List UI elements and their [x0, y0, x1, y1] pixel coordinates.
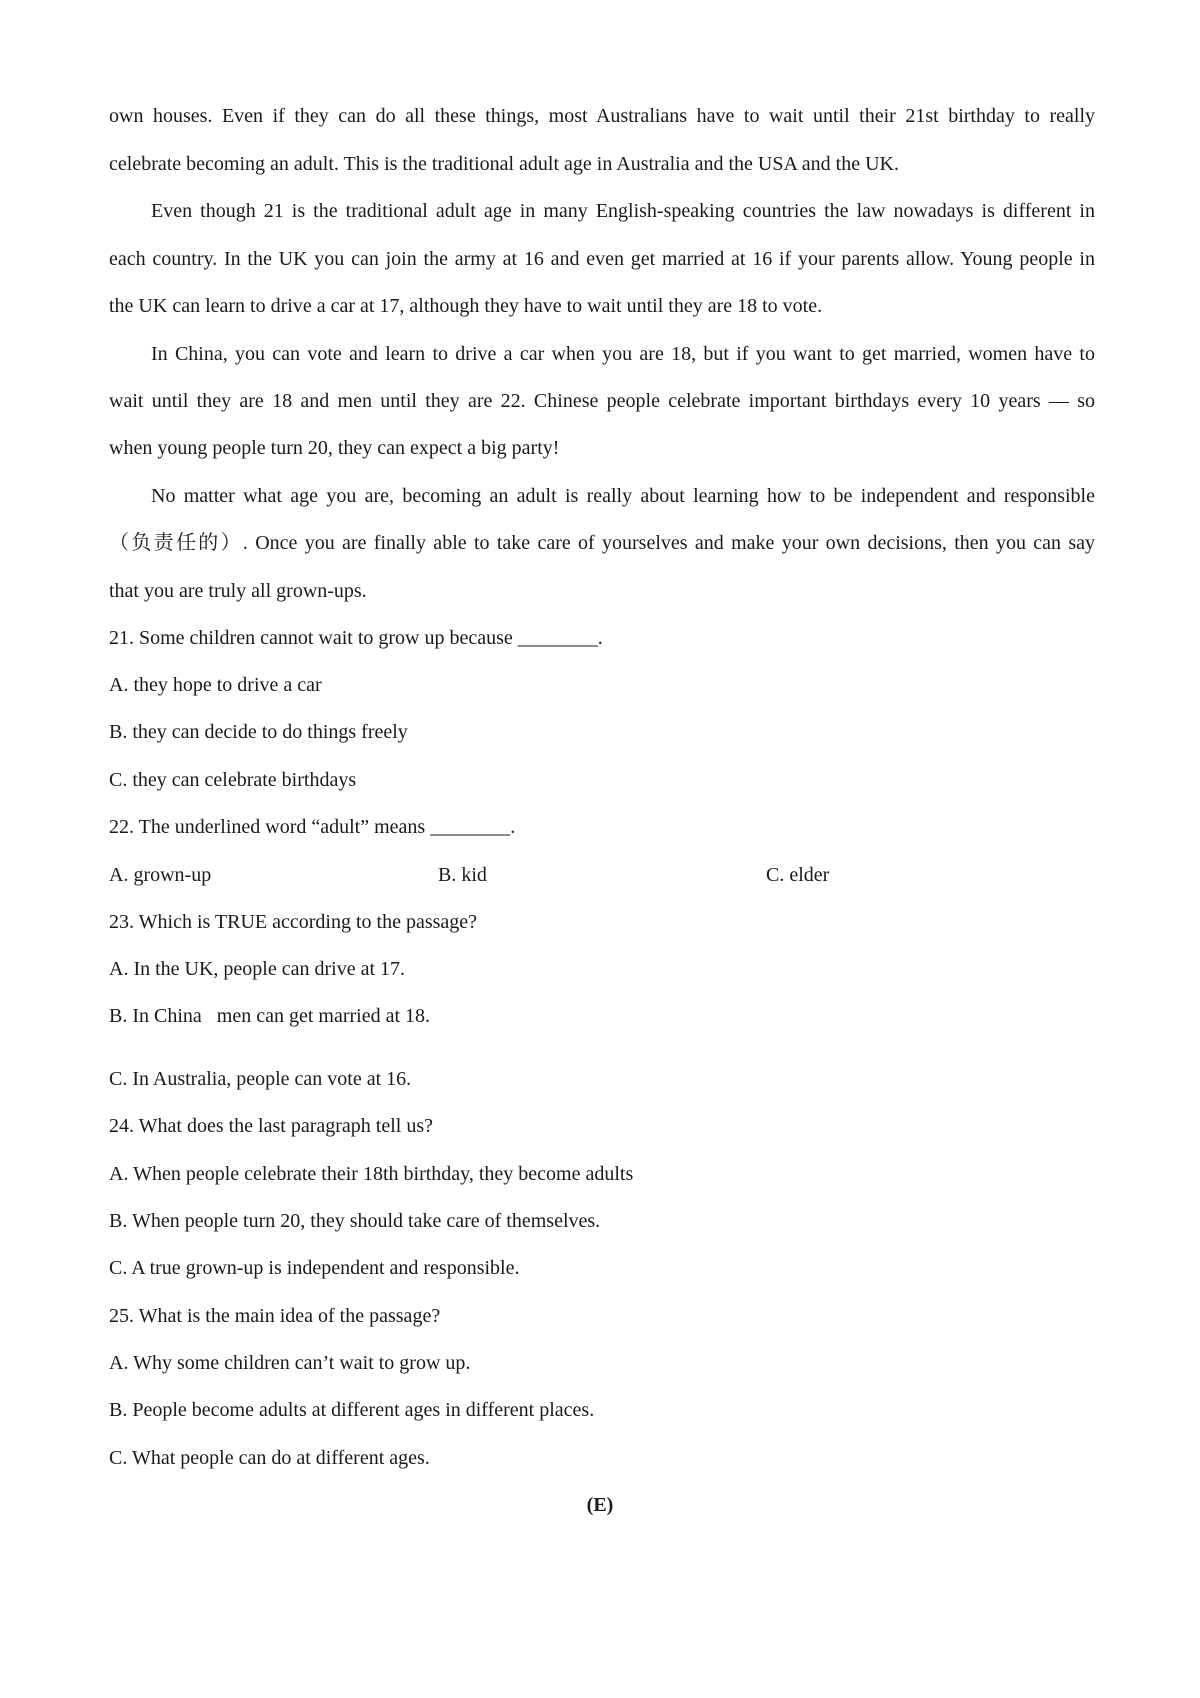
question-22-option-c: C. elder [766, 864, 830, 886]
question-23-stem: 23. Which is TRUE according to the passage? [109, 911, 478, 933]
question-25-option-b: B. People become adults at different ages in different places. [109, 1399, 595, 1421]
question-25-option-a: A. Why some children can’t wait to grow up. [109, 1352, 471, 1374]
passage-p2-line-3: the UK can learn to drive a car at 17, although they have to wait until they are 18 to vote. [109, 295, 823, 317]
question-21-option-b: B. they can decide to do things freely [109, 721, 408, 743]
passage-p4-line-3: that you are truly all grown-ups. [109, 580, 367, 602]
question-22-option-a: A. grown-up [109, 864, 212, 886]
passage-p1-line-2: celebrate becoming an adult. This is the traditional adult age in Australia and the USA and the UK. [109, 153, 899, 175]
passage-p3-line-2: wait until they are 18 and men until they are 22. Chinese people celebrate important birthdays every 10 years — so [109, 390, 1095, 412]
question-25-option-c: C. What people can do at different ages. [109, 1447, 430, 1469]
section-heading-e: (E) [586, 1494, 614, 1516]
passage-p2-line-2: each country. In the UK you can join the army at 16 and even get married at 16 if your parents allow. Young people in [109, 248, 1095, 270]
question-24-option-c: C. A true grown-up is independent and responsible. [109, 1257, 520, 1279]
question-24-stem: 24. What does the last paragraph tell us? [109, 1115, 433, 1137]
question-23-option-b: B. In China men can get married at 18. [109, 1005, 431, 1027]
question-21-stem: 21. Some children cannot wait to grow up because ________. [109, 627, 603, 649]
question-24-option-a: A. When people celebrate their 18th birthday, they become adults [109, 1163, 634, 1185]
passage-p3-line-1: In China, you can vote and learn to drive a car when you are 18, but if you want to get married, women have to [151, 343, 1095, 365]
passage-p3-line-3: when young people turn 20, they can expect a big party! [109, 437, 560, 459]
question-24-option-b: B. When people turn 20, they should take care of themselves. [109, 1210, 601, 1232]
question-25-stem: 25. What is the main idea of the passage? [109, 1305, 441, 1327]
passage-p4-line-1: No matter what age you are, becoming an adult is really about learning how to be independent and responsible [151, 485, 1095, 507]
passage-p2-line-1: Even though 21 is the traditional adult age in many English-speaking countries the law nowadays is different in [151, 200, 1095, 222]
question-23-option-a: A. In the UK, people can drive at 17. [109, 958, 406, 980]
question-22-stem: 22. The underlined word “adult” means ________. [109, 816, 516, 838]
question-23-option-c: C. In Australia, people can vote at 16. [109, 1068, 412, 1090]
question-21-option-c: C. they can celebrate birthdays [109, 769, 357, 791]
question-22-option-b: B. kid [438, 864, 487, 886]
question-21-option-a: A. they hope to drive a car [109, 674, 322, 696]
passage-p4-line-2: （负责任的）. Once you are finally able to take care of yourselves and make your own decisions, then you can say [109, 532, 1095, 554]
passage-p1-line-1: own houses. Even if they can do all these things, most Australians have to wait until their 21st birthday to really [109, 105, 1095, 127]
